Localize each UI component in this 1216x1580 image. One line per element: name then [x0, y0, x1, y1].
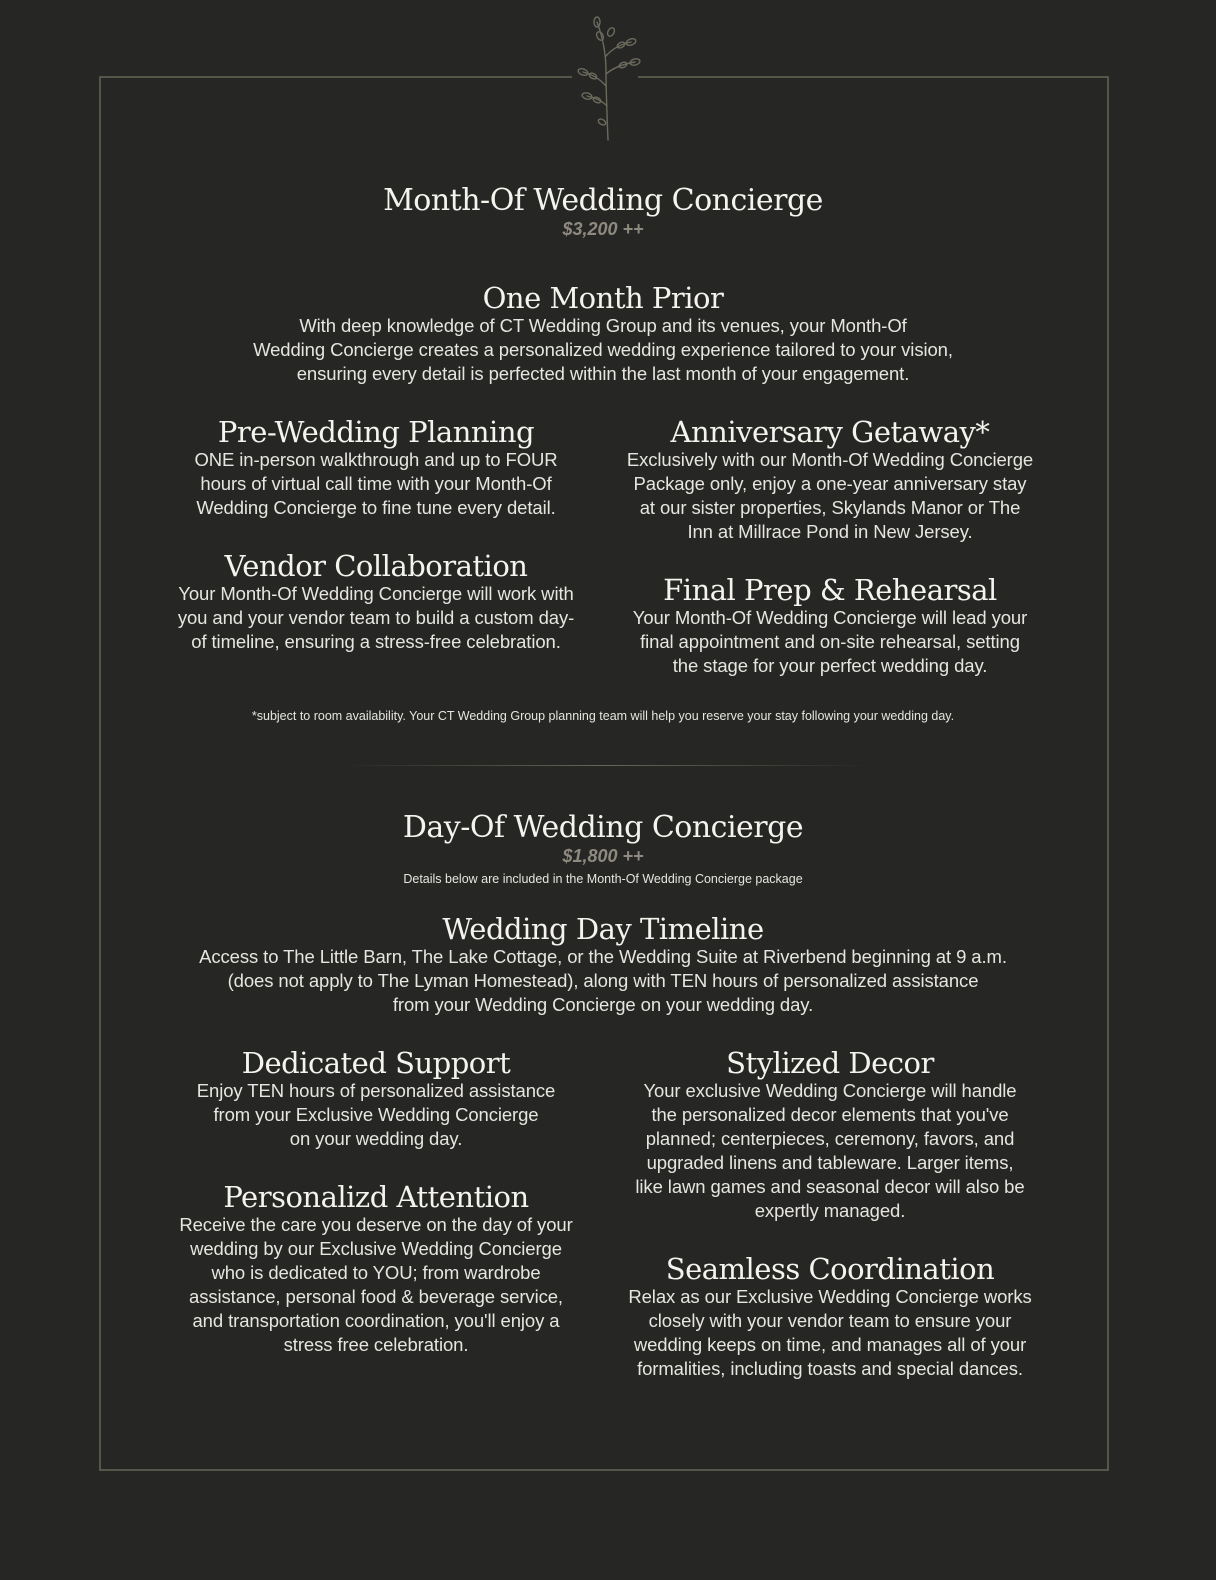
section-divider	[340, 765, 870, 766]
feature-text: Receive the care you deserve on the day of your wedding by our Exclusive Wedding Concierge who is dedicated to YOU; from wardrobe assistance, personal food & beverage service, and transportation coordination, you'll enjoy a stress free celebration.	[179, 1214, 573, 1355]
feature-text: Exclusively with our Month-Of Wedding Concierge Package only, enjoy a one-year anniversary stay at our sister properties, Skylands Manor or The Inn at Millrace Pond in New Jersey.	[626, 449, 1034, 542]
feature-seamless-coordination	[604, 1253, 1056, 1381]
feature-text: Your Month-Of Wedding Concierge will work with you and your vendor team to build a custom day- of timeline, ensuring a stress-free celebration.	[177, 583, 575, 652]
intro-heading: One Month Prior	[482, 281, 724, 315]
month-of-price: $3,200 ++	[562, 219, 644, 239]
botanical-sprig-icon	[573, 16, 643, 142]
month-of-title: Month-Of Wedding Concierge	[383, 183, 823, 218]
intro-text: Access to The Little Barn, The Lake Cottage, or the Wedding Suite at Riverbend beginning at 9 a.m. (does not apply to The Lyman Homestead), along with TEN hours of personalized assistance from your Wedding Concierge on your wedding day.	[199, 946, 1007, 1015]
feature-anniversary-getaway	[604, 416, 1056, 544]
day-of-header	[300, 811, 906, 887]
day-of-note: Details below are included in the Month-Of Wedding Concierge package	[403, 872, 803, 886]
footnote: *subject to room availability. Your CT Wedding Group planning team will help you reserve your stay following your wedding day.	[251, 709, 955, 723]
day-of-title: Day-Of Wedding Concierge	[402, 810, 804, 845]
feature-heading: Final Prep & Rehearsal	[663, 573, 997, 607]
feature-final-prep	[604, 574, 1056, 678]
feature-heading: Seamless Coordination	[665, 1252, 995, 1286]
day-of-intro	[130, 913, 1076, 1017]
feature-heading: Personalizd Attention	[223, 1180, 529, 1214]
feature-stylized-decor	[604, 1047, 1056, 1223]
feature-text: ONE in-person walkthrough and up to FOUR hours of virtual call time with your Month-Of Wedding Concierge to fine tune every detail.	[194, 449, 558, 518]
month-of-intro	[160, 282, 1046, 386]
feature-text: Your exclusive Wedding Concierge will handle the personalized decor elements that you've planned; centerpieces, ceremony, favors, and upgraded linens and tableware. Larger items, like lawn games and seasonal decor will also be expertly managed.	[635, 1080, 1025, 1221]
intro-heading: Wedding Day Timeline	[442, 912, 764, 946]
feature-heading: Stylized Decor	[726, 1046, 934, 1080]
feature-text: Relax as our Exclusive Wedding Concierge works closely with your vendor team to ensure your wedding keeps on time, and manages all of your formalities, including toasts and special dances.	[628, 1286, 1032, 1379]
feature-heading: Dedicated Support	[241, 1046, 511, 1080]
feature-text: Enjoy TEN hours of personalized assistance from your Exclusive Wedding Concierge on your wedding day.	[196, 1080, 556, 1149]
intro-text: With deep knowledge of CT Wedding Group and its venues, your Month-Of Wedding Concierge creates a personalized wedding experience tailored to your vision, ensuring every detail is perfected within the last month of your engagement.	[253, 315, 953, 384]
month-of-header	[300, 184, 906, 240]
day-of-price: $1,800 ++	[562, 846, 644, 866]
feature-heading: Vendor Collaboration	[224, 549, 528, 583]
feature-pre-wedding-planning	[150, 416, 602, 520]
feature-text: Your Month-Of Wedding Concierge will lead your final appointment and on-site rehearsal, setting the stage for your perfect wedding day.	[632, 607, 1028, 676]
feature-personalized-attention	[150, 1181, 602, 1357]
feature-heading: Anniversary Getaway*	[670, 415, 990, 449]
feature-heading: Pre-Wedding Planning	[217, 415, 535, 449]
feature-dedicated-support	[150, 1047, 602, 1151]
feature-vendor-collaboration	[150, 550, 602, 654]
